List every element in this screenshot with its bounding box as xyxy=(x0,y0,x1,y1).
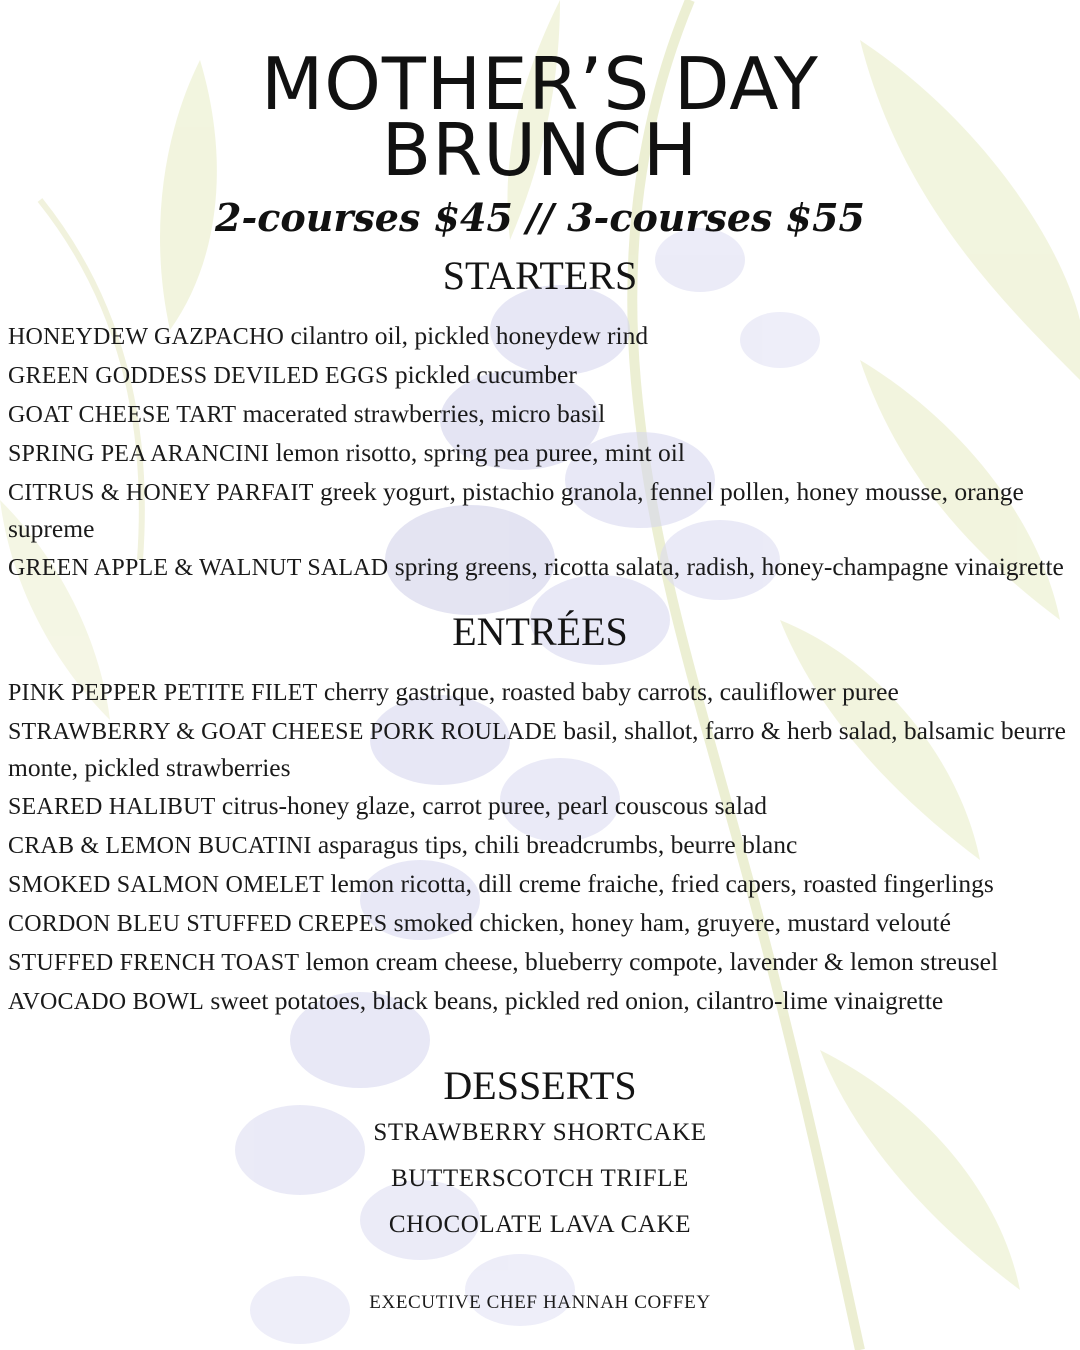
menu-item xyxy=(8,674,1068,711)
item-name: STRAWBERRY & GOAT CHEESE PORK ROULADE xyxy=(8,719,557,745)
item-description: asparagus tips, chili breadcrumbs, beurre blanc xyxy=(317,830,798,859)
menu-item xyxy=(8,905,1068,942)
desserts-list xyxy=(0,1116,1080,1254)
menu-item xyxy=(8,357,1068,394)
dessert-item: CHOCOLATE LAVA CAKE xyxy=(388,1211,692,1238)
entrees-list xyxy=(8,674,1068,1022)
item-name: HONEYDEW GAZPACHO xyxy=(8,324,285,350)
item-name: GREEN GODDESS DEVILED EGGS xyxy=(8,363,389,389)
item-description: smoked chicken, honey ham, gruyere, mustard velouté xyxy=(393,908,951,937)
menu-item xyxy=(8,713,1068,786)
menu-title-line1: MOTHER’S DAY xyxy=(261,42,819,126)
chef-credit: EXECUTIVE CHEF HANNAH COFFEY xyxy=(369,1292,711,1313)
menu-title-line2: BRUNCH xyxy=(381,108,699,192)
menu-item xyxy=(8,435,1068,472)
item-description: cilantro oil, pickled honeydew rind xyxy=(290,321,649,350)
item-description: macerated strawberries, micro basil xyxy=(242,399,606,428)
item-name: CORDON BLEU STUFFED CREPES xyxy=(8,911,388,937)
item-name: SPRING PEA ARANCINI xyxy=(8,441,270,467)
item-description: sweet potatoes, black beans, pickled red onion, cilantro-lime vinaigrette xyxy=(210,986,944,1015)
menu-item xyxy=(8,983,1068,1020)
item-name: CRAB & LEMON BUCATINI xyxy=(8,833,312,859)
item-description: cherry gastrique, roasted baby carrots, cauliflower puree xyxy=(323,677,899,706)
item-name: PINK PEPPER PETITE FILET xyxy=(8,680,318,706)
menu-item xyxy=(8,549,1068,586)
item-name: GOAT CHEESE TART xyxy=(8,402,237,428)
menu-item xyxy=(8,396,1068,433)
menu-item xyxy=(8,474,1068,547)
menu-item xyxy=(8,788,1068,825)
item-name: GREEN APPLE & WALNUT SALAD xyxy=(8,555,389,581)
item-description: basil, shallot, farro & herb salad, balsamic beurre monte, pickled strawberries xyxy=(8,716,1066,782)
item-name: CITRUS & HONEY PARFAIT xyxy=(8,480,314,506)
item-description: spring greens, ricotta salata, radish, honey-champagne vinaigrette xyxy=(394,552,1064,581)
starters-heading: STARTERS xyxy=(442,253,638,298)
item-name: SEARED HALIBUT xyxy=(8,794,216,820)
desserts-heading: DESSERTS xyxy=(443,1063,637,1108)
item-description: lemon ricotta, dill creme fraiche, fried capers, roasted fingerlings xyxy=(330,869,994,898)
item-name: AVOCADO BOWL xyxy=(8,989,204,1015)
dessert-item: BUTTERSCOTCH TRIFLE xyxy=(391,1165,689,1192)
item-description: lemon risotto, spring pea puree, mint oil xyxy=(275,438,685,467)
item-description: citrus-honey glaze, carrot puree, pearl couscous salad xyxy=(221,791,768,820)
starters-list xyxy=(8,318,1068,588)
menu-item xyxy=(8,318,1068,355)
entrees-heading: ENTRÉES xyxy=(452,609,628,654)
menu-item xyxy=(8,827,1068,864)
item-name: SMOKED SALMON OMELET xyxy=(8,872,324,898)
menu-item xyxy=(8,944,1068,981)
item-description: lemon cream cheese, blueberry compote, lavender & lemon streusel xyxy=(305,947,999,976)
dessert-item: STRAWBERRY SHORTCAKE xyxy=(373,1119,707,1146)
item-description: pickled cucumber xyxy=(394,360,577,389)
item-description: greek yogurt, pistachio granola, fennel pollen, honey mousse, orange supreme xyxy=(8,477,1024,543)
menu-item xyxy=(8,866,1068,903)
item-name: STUFFED FRENCH TOAST xyxy=(8,950,300,976)
pricing-subtitle: 2-courses $45 // 3-courses $55 xyxy=(215,195,865,240)
